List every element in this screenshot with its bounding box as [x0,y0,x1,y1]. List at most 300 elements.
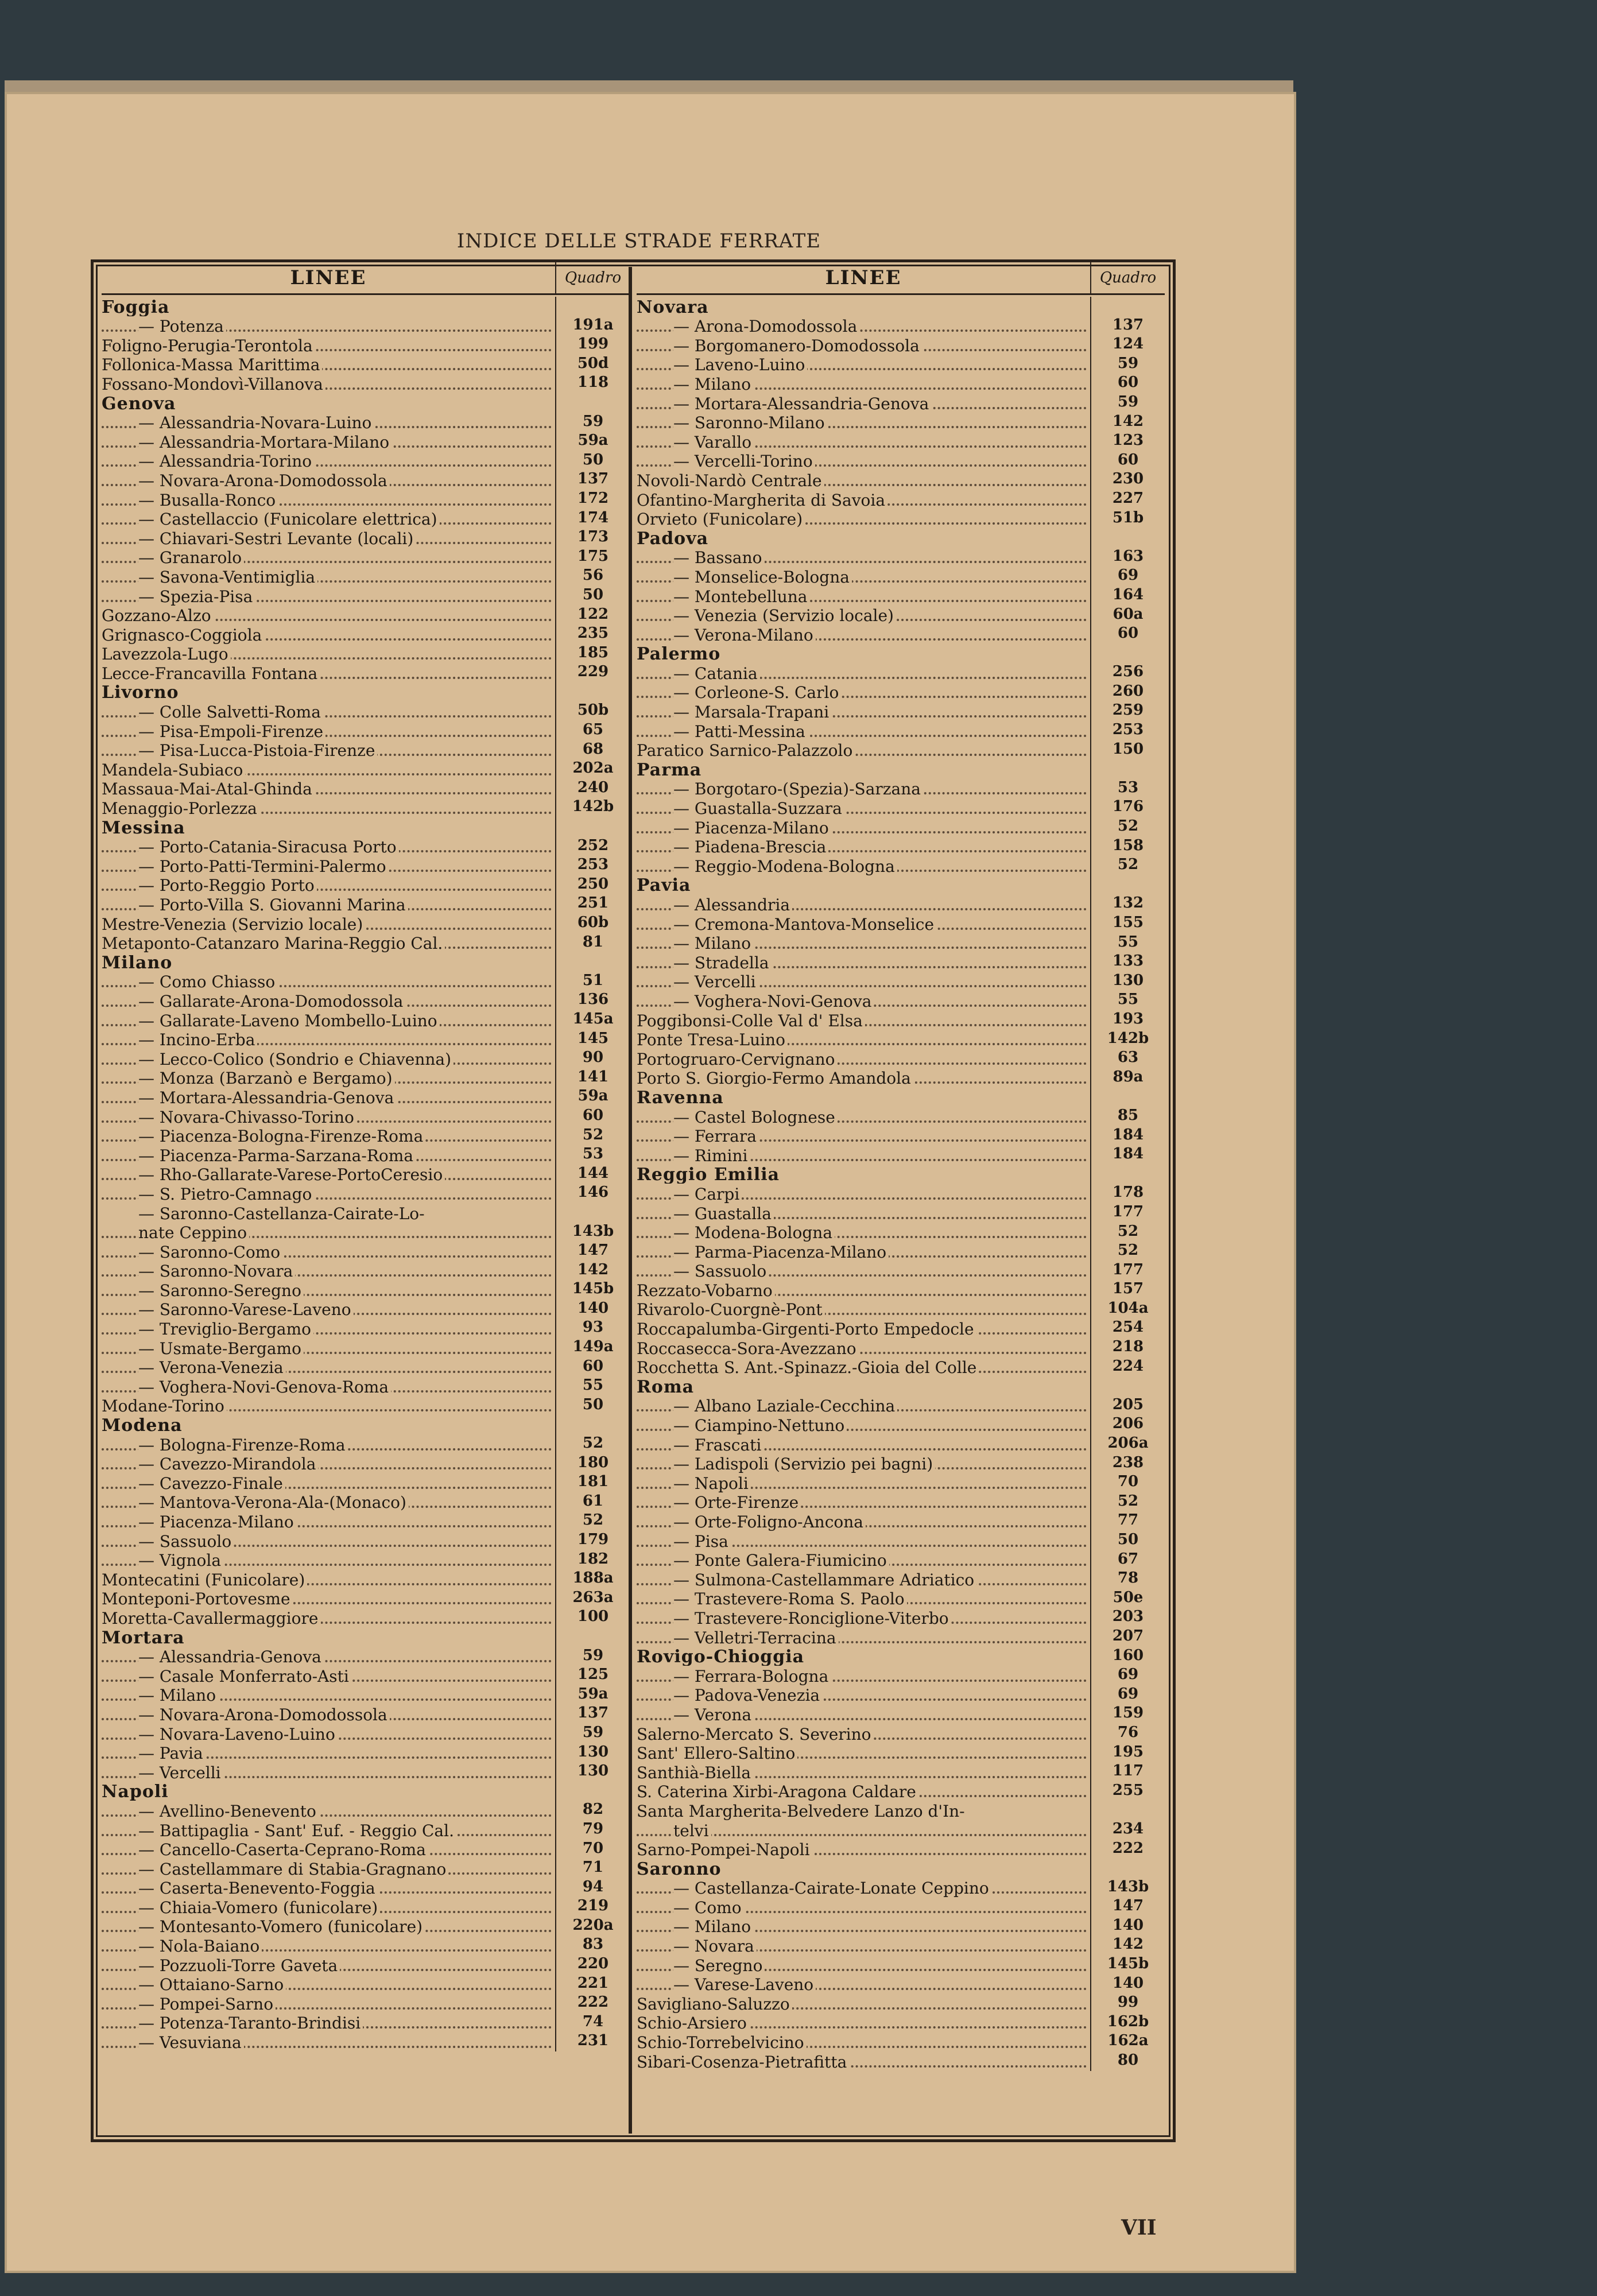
index-row [102,914,630,933]
section-heading-row [102,817,630,837]
section-heading-row [637,1647,1165,1666]
index-row [637,1223,1165,1242]
line-name: Novoli-Nardò Centrale [637,472,824,490]
index-row [102,374,630,393]
index-row [102,875,630,895]
index-row [637,335,1165,355]
index-row [102,1396,630,1415]
index-row [102,586,630,606]
line-name: S. Caterina Xirbi-Aragona Caldare [637,1783,918,1801]
line-name: Rezzato-Vobarno [637,1282,775,1300]
quadro-number: 219 [555,1897,630,1917]
line-name: — Treviglio-Bergamo [138,1321,313,1338]
line-name: Monteponi-Portovesme [102,1591,293,1608]
quadro-number: 207 [1090,1627,1165,1647]
line-name: — Pompei-Sarno [138,1996,276,2013]
line-name: — Como [673,1899,744,1917]
quadro-number: 229 [555,663,630,682]
line-name: — Monza (Barzanò e Bergamo) [138,1070,395,1087]
quadro-number: 55 [1090,991,1165,1010]
index-row [102,548,630,567]
line-name: — Incino-Erba [138,1031,257,1049]
line-name: — Vercelli [138,1764,223,1782]
line-name: — Porto-Reggio Porto [138,877,317,894]
line-name: Rocchetta S. Ant.-Spinazz.-Gioia del Colle [637,1359,979,1376]
quadro-number: 69 [1090,567,1165,586]
quadro-number: 50d [555,355,630,374]
index-row [637,1975,1165,1994]
right-column-header [637,262,1165,295]
line-name: — Borgotaro-(Spezia)-Sarzana [673,781,923,798]
index-row [637,1030,1165,1049]
line-name: Modena [102,1417,185,1434]
line-name: — Ferrara [673,1128,759,1145]
line-name: Montecatini (Funicolare) [102,1572,307,1589]
index-row [637,1396,1165,1415]
page-number: VII [1121,2216,1157,2240]
line-name: — Milano [673,376,753,393]
line-name: — Vercelli-Torino [673,453,815,470]
line-name: Massaua-Mai-Atal-Ghinda [102,781,315,798]
index-row [637,586,1165,606]
index-row [102,1859,630,1878]
index-row [637,856,1165,875]
quadro-number: 59a [555,1087,630,1107]
quadro-number: 253 [555,856,630,875]
index-row [637,1107,1165,1126]
quadro-number [555,1627,630,1647]
quadro-number: 146 [555,1184,630,1203]
quadro-number: 199 [555,335,630,355]
section-heading-row [102,1627,630,1647]
quadro-number: 52 [1090,817,1165,837]
section-heading-row [637,759,1165,779]
line-name: Ofantino-Margherita di Savoia [637,492,887,509]
quadro-number: 130 [555,1762,630,1782]
line-name: — Lecco-Colico (Sondrio e Chiavenna) [138,1051,453,1068]
left-rows [102,297,630,2051]
quadro-number: 181 [555,1473,630,1492]
index-row [637,509,1165,529]
section-heading-row [102,682,630,702]
line-name: Novara [637,299,711,316]
quadro-number: 140 [555,1300,630,1319]
index-row [102,1666,630,1685]
quadro-number: 63 [1090,1049,1165,1068]
index-row [102,1511,630,1531]
index-row [637,972,1165,991]
index-row [102,1376,630,1396]
quadro-number: 155 [1090,914,1165,933]
quadro-number: 234 [1090,1820,1165,1840]
quadro-number: 142b [555,798,630,817]
index-row [637,1454,1165,1473]
page-header: INDICE DELLE STRADE FERRATE [456,230,821,253]
right-column [637,262,1165,2139]
index-row [102,1318,630,1338]
line-name: Rovigo-Chioggia [637,1649,807,1666]
line-name: Genova [102,395,178,413]
quadro-number: 238 [1090,1454,1165,1473]
index-row [102,413,630,432]
quadro-number: 184 [1090,1126,1165,1146]
line-name: Paratico Sarnico-Palazzolo [637,742,855,759]
index-row [637,1762,1165,1782]
quadro-number: 50 [555,586,630,606]
index-row [102,606,630,625]
quadro-number: 59 [1090,393,1165,413]
quadro-number: 157 [1090,1280,1165,1300]
line-name: — Alessandria-Torino [138,453,314,470]
line-name: Lavezzola-Lugo [102,646,231,663]
index-row [637,1068,1165,1088]
line-name: — Carpi [673,1186,742,1203]
index-row [637,1704,1165,1724]
quadro-number [555,1203,630,1223]
line-name: — Porto-Catania-Siracusa Porto [138,839,399,856]
index-row [637,837,1165,856]
quadro-number: 142 [555,1261,630,1281]
line-name: — Alessandria-Novara-Luino [138,414,374,432]
line-name: — Albano Laziale-Cecchina [673,1398,897,1415]
quadro-number: 259 [1090,701,1165,721]
quadro-number: 50 [1090,1531,1165,1550]
quadro-number: 227 [1090,490,1165,509]
index-row [102,1473,630,1492]
line-name: — Stradella [673,955,772,972]
quadro-number [555,297,630,316]
quadro-number: 184 [1090,1145,1165,1165]
quadro-number: 230 [1090,470,1165,490]
index-row [637,663,1165,682]
line-name: — Saronno-Novara [138,1263,295,1280]
quadro-number [555,817,630,837]
line-name: — Modena-Bologna [673,1224,835,1242]
line-name: Roccasecca-Sora-Avezzano [637,1340,859,1358]
line-name: Sant' Ellero-Saltino [637,1745,797,1762]
quadro-heading: Quadro [1090,262,1165,293]
index-row [102,2013,630,2033]
quadro-number: 123 [1090,432,1165,451]
line-name: Rivarolo-Cuorgnè-Pont [637,1301,825,1318]
index-row [102,1569,630,1589]
quadro-number: 52 [1090,1492,1165,1512]
index-row [637,625,1165,644]
line-name: — Gallarate-Laveno Mombello-Luino [138,1013,440,1030]
line-name: Modane-Torino [102,1398,227,1415]
quadro-number: 70 [555,1840,630,1859]
index-row [637,933,1165,953]
line-name: Savigliano-Saluzzo [637,1996,792,2013]
line-name: Ravenna [637,1089,726,1107]
index-row [102,856,630,875]
quadro-number: 50b [555,701,630,721]
index-row [102,316,630,336]
quadro-number: 141 [555,1068,630,1088]
quadro-number: 220a [555,1917,630,1936]
line-name: — Colle Salvetti-Roma [138,704,323,721]
index-row [637,1531,1165,1550]
quadro-number [1090,1801,1165,1820]
line-name: — Chiaia-Vomero (funicolare) [138,1899,380,1917]
index-row [102,1068,630,1088]
quadro-number [555,682,630,702]
line-name: — Verona [673,1707,754,1724]
index-row [102,1434,630,1454]
index-row [102,1203,630,1223]
quadro-number: 188a [555,1569,630,1589]
quadro-number: 60b [555,914,630,933]
quadro-number: 67 [1090,1550,1165,1570]
quadro-number: 59a [555,1685,630,1705]
line-name: Ponte Tresa-Luino [637,1031,788,1049]
line-name: telvi [673,1822,711,1840]
line-name: — Voghera-Novi-Genova [673,993,874,1010]
line-name: Roma [637,1379,696,1396]
line-name: — Sulmona-Castellammare Adriatico [673,1572,976,1589]
line-name: — Montebelluna [673,588,809,606]
line-name: Orvieto (Funicolare) [637,511,805,528]
line-name: — Granarolo [138,549,244,567]
quadro-number: 172 [555,490,630,509]
index-row [102,1261,630,1281]
quadro-number [1090,297,1165,316]
line-name: — Spezia-Pisa [138,588,255,606]
line-name: — Bassano [673,549,765,567]
quadro-number: 252 [555,837,630,856]
line-name: — Castellanza-Cairate-Lonate Ceppino [673,1880,991,1897]
line-name: — Vignola [138,1552,223,1569]
line-name: Follonica-Massa Marittima [102,356,322,374]
line-name: Gozzano-Alzo [102,607,214,625]
index-row [102,1049,630,1068]
index-row [637,1724,1165,1743]
index-row [637,798,1165,817]
line-name: — Trastevere-Ronciglione-Viterbo [673,1610,951,1627]
quadro-number: 50 [555,1396,630,1415]
quadro-number: 60 [555,1358,630,1377]
quadro-number: 85 [1090,1107,1165,1126]
index-row [102,1223,630,1242]
index-row [102,1704,630,1724]
index-row [102,528,630,548]
quadro-number: 69 [1090,1666,1165,1685]
quadro-number: 130 [555,1743,630,1763]
index-row [102,1647,630,1666]
line-name: — Novara-Laveno-Luino [138,1726,338,1743]
index-row [637,606,1165,625]
line-name: — Caserta-Benevento-Foggia [138,1880,378,1897]
quadro-number: 53 [555,1145,630,1165]
quadro-number: 122 [555,606,630,625]
quadro-number: 52 [555,1126,630,1146]
quadro-number: 52 [1090,856,1165,875]
quadro-number [1090,1859,1165,1878]
line-name: — Cavezzo-Mirandola [138,1456,318,1473]
index-row [102,1087,630,1107]
index-row [637,1550,1165,1570]
index-row [102,355,630,374]
quadro-number: 205 [1090,1396,1165,1415]
quadro-number: 220 [555,1955,630,1975]
line-name: — Battipaglia - Sant' Euf. - Reggio Cal. [138,1822,456,1840]
line-name: Mandela-Subiaco [102,762,245,779]
index-row [102,1550,630,1570]
quadro-number: 104a [1090,1300,1165,1319]
quadro-number: 60 [555,1107,630,1126]
line-name: — Cremona-Mantova-Monselice [673,916,936,933]
index-row [637,1145,1165,1165]
line-name: — Castellammare di Stabia-Gragnano [138,1861,448,1878]
line-name: — Piadena-Brescia [673,839,828,856]
section-heading-row [637,644,1165,664]
index-row [637,393,1165,413]
line-name: Poggibonsi-Colle Val d' Elsa [637,1013,865,1030]
quadro-number: 142 [1090,413,1165,432]
index-row [102,1165,630,1184]
line-name: — Piacenza-Parma-Sarzana-Roma [138,1147,416,1165]
line-name: — Trastevere-Roma S. Paolo [673,1591,907,1608]
line-name: — Patti-Messina [673,723,808,740]
quadro-number: 130 [1090,972,1165,991]
line-name: — Pisa-Lucca-Pistoia-Firenze [138,742,377,759]
index-row [637,2032,1165,2051]
quadro-number: 117 [1090,1762,1165,1782]
quadro-number: 163 [1090,548,1165,567]
index-row [637,413,1165,432]
quadro-number: 206 [1090,1415,1165,1434]
index-row [102,1994,630,2013]
quadro-number: 175 [555,548,630,567]
index-row [637,1801,1165,1820]
quadro-number: 222 [555,1994,630,2013]
quadro-number: 222 [1090,1840,1165,1859]
index-row [102,470,630,490]
section-heading-row [102,297,630,316]
line-name: — Orte-Foligno-Ancona [673,1514,866,1531]
line-name: — Pavia [138,1745,206,1762]
line-name: Parma [637,762,704,779]
quadro-number: 55 [555,1376,630,1396]
index-row [102,1145,630,1165]
line-name: Sibari-Cosenza-Pietrafitta [637,2054,849,2071]
index-row [102,1184,630,1203]
index-row [102,2032,630,2051]
section-heading-row [637,875,1165,895]
index-row [637,1280,1165,1300]
line-name: Sarno-Pompei-Napoli [637,1841,812,1859]
quadro-number: 147 [555,1242,630,1261]
index-row [102,1897,630,1917]
index-row [102,779,630,798]
line-name: — Catania [673,665,760,682]
quadro-number: 250 [555,875,630,895]
quadro-number: 136 [555,991,630,1010]
line-name: — Orte-Firenze [673,1494,801,1511]
line-name: — Ferrara-Bologna [673,1668,831,1685]
quadro-number: 77 [1090,1511,1165,1531]
index-row [637,1782,1165,1801]
index-row [637,470,1165,490]
index-row [102,1762,630,1782]
line-name: — Saronno-Seregno [138,1282,304,1300]
quadro-number: 137 [555,470,630,490]
quadro-number: 118 [555,374,630,393]
line-name: — Castellaccio (Funicolare elettrica) [138,511,440,528]
index-row [102,837,630,856]
quadro-number: 255 [1090,1782,1165,1801]
quadro-number: 59 [555,1647,630,1666]
index-row [637,2051,1165,2071]
quadro-number: 260 [1090,682,1165,702]
line-name: — Guastalla [673,1205,774,1223]
line-name: — Rho-Gallarate-Varese-PortoCeresio [138,1166,445,1184]
quadro-number [1090,1087,1165,1107]
line-name: — Monselice-Bologna [673,569,852,586]
index-row [637,1010,1165,1030]
quadro-number [1090,528,1165,548]
line-name: — Mortara-Alessandria-Genova [138,1089,396,1107]
index-row [102,1280,630,1300]
index-row [102,991,630,1010]
line-name: — Reggio-Modena-Bologna [673,858,897,875]
line-name: — Potenza [138,318,226,335]
index-row [637,1627,1165,1647]
quadro-number: 145b [1090,1955,1165,1975]
line-name: — Laveno-Luino [673,356,807,374]
index-row [637,1608,1165,1627]
line-name: — Cavezzo-Finale [138,1475,285,1492]
quadro-number [1090,875,1165,895]
quadro-number: 147 [1090,1897,1165,1917]
index-row [637,1936,1165,1955]
line-name: — Alessandria-Genova [138,1649,324,1666]
quadro-number: 206a [1090,1434,1165,1454]
line-name: Roccapalumba-Girgenti-Porto Empedocle [637,1321,976,1338]
line-name: — Ottaiano-Sarno [138,1976,286,1994]
index-row [102,1242,630,1261]
line-name: Saronno [637,1861,724,1878]
quadro-number: 231 [555,2032,630,2051]
line-name: — Vesuviana [138,2034,244,2051]
line-name: — Gallarate-Arona-Domodossola [138,993,405,1010]
line-name: — Ciampino-Nettuno [673,1417,847,1434]
line-name: Palermo [637,646,723,663]
quadro-number: 218 [1090,1338,1165,1358]
index-row [102,451,630,471]
quadro-number: 140 [1090,1975,1165,1994]
quadro-number: 143b [555,1223,630,1242]
line-name: — Sassuolo [138,1533,234,1550]
quadro-number: 60 [1090,625,1165,644]
line-name: — Porto-Villa S. Giovanni Marina [138,897,408,914]
section-heading-row [102,1415,630,1434]
line-name: — Porto-Patti-Termini-Palermo [138,858,389,875]
index-row [102,1338,630,1358]
index-row [637,1126,1165,1146]
line-name: — Marsala-Trapani [673,704,831,721]
line-name: — Novara-Arona-Domodossola [138,1707,390,1724]
quadro-number: 61 [555,1492,630,1512]
line-name: Schio-Arsiero [637,2015,749,2032]
line-name: nate Ceppino [138,1224,249,1242]
index-row [637,1820,1165,1840]
line-name: — Busalla-Ronco [138,492,278,509]
line-name: — Velletri-Terracina [673,1630,839,1647]
quadro-number: 94 [555,1878,630,1898]
index-row [102,972,630,991]
line-name: — Vercelli [673,974,758,991]
